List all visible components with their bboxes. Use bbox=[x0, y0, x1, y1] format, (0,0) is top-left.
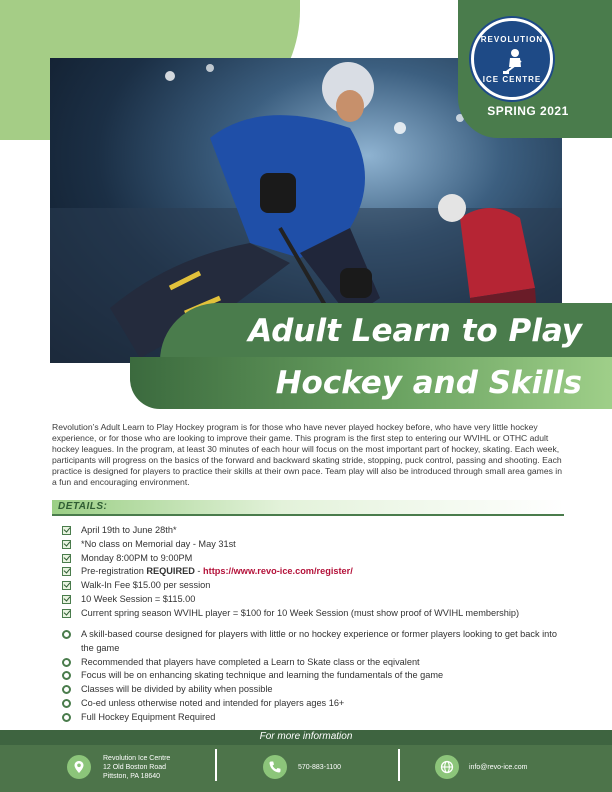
checklist-item: *No class on Memorial day - May 31st bbox=[62, 538, 562, 552]
checklist-item: April 19th to June 28th* bbox=[62, 524, 562, 538]
footer-divider bbox=[215, 749, 217, 781]
checklist-item: Current spring season WVIHL player = $100 for 10 Week Session (must show proof of WVIHL membership) bbox=[62, 607, 562, 621]
footer-email[interactable]: info@revo-ice.com bbox=[469, 764, 528, 771]
details-header-band bbox=[52, 500, 564, 514]
logo-bottom-text: ICE CENTRE bbox=[482, 75, 542, 84]
checkbox-icon bbox=[62, 581, 71, 590]
checkbox-icon bbox=[62, 540, 71, 549]
address-line-2: 12 Old Boston Road bbox=[103, 764, 167, 771]
bullet-dot-icon bbox=[62, 699, 71, 708]
footer-heading: For more information bbox=[259, 731, 353, 742]
bullet-item: Classes will be divided by ability when possible bbox=[62, 683, 562, 697]
details-divider bbox=[52, 514, 564, 516]
revolution-ice-centre-logo bbox=[471, 18, 553, 100]
footer-address bbox=[103, 754, 170, 781]
address-line-1: Revolution Ice Centre bbox=[103, 755, 171, 762]
location-pin-icon bbox=[67, 755, 91, 779]
checklist-item: Walk-In Fee $15.00 per session bbox=[62, 579, 562, 593]
bullet-dot-icon bbox=[62, 713, 71, 722]
checkbox-icon bbox=[62, 567, 71, 576]
checkbox-icon bbox=[62, 595, 71, 604]
globe-icon bbox=[435, 755, 459, 779]
footer-phone[interactable]: 570-883-1100 bbox=[298, 764, 342, 771]
footer-divider bbox=[398, 749, 400, 781]
bullet-dot-icon bbox=[62, 658, 71, 667]
bullet-dot-icon bbox=[62, 671, 71, 680]
phone-icon bbox=[263, 755, 287, 779]
title-line-2: Hockey and Skills bbox=[275, 365, 582, 401]
bullet-item: Focus will be on enhancing skating technique and learning the fundamentals of the game bbox=[62, 669, 562, 683]
bullet-item: Recommended that players have completed a Learn to Skate class or the eqivalent bbox=[62, 656, 562, 670]
bullet-item: Co-ed unless otherwise noted and intended for players ages 16+ bbox=[62, 697, 562, 711]
details-bullets bbox=[62, 628, 562, 725]
details-checklist bbox=[62, 524, 562, 621]
bullet-dot-icon bbox=[62, 685, 71, 694]
season-label: SPRING 2021 bbox=[487, 104, 569, 118]
checklist-item: Monday 8:00PM to 9:00PM bbox=[62, 552, 562, 566]
bullet-dot-icon bbox=[62, 630, 71, 639]
register-link[interactable]: https://www.revo-ice.com/register/ bbox=[203, 566, 353, 577]
checkbox-icon bbox=[62, 526, 71, 535]
checklist-item: 10 Week Session = $115.00 bbox=[62, 593, 562, 607]
address-line-3: Pittston, PA 18640 bbox=[103, 773, 161, 780]
checklist-item-prereg: Pre-registration REQUIRED - https://www.revo-ice.com/register/ bbox=[62, 565, 562, 579]
program-description: Revolution’s Adult Learn to Play Hockey program is for those who have never played hockey before, who have very little hockey experience, or for those who are looking to improve their game. This program is the first step to entering our WVIHL or OTHC adult hockey leagues. In the program, at least 30 minutes of each hour will focus on the most important part of hockey, skating. Each week, participants will progress on the basics of the forward and backward skating stride, stopping, puck control, passing and shooting. Each practice is designed for players to practice their skills at their own pace. Team play will also be introduced through small area games in a fun and encouraging environment. bbox=[52, 422, 562, 487]
title-line-1: Adult Learn to Play bbox=[248, 313, 582, 349]
bullet-item: A skill-based course designed for players with little or no hockey experience or former players looking to get back into the game bbox=[62, 628, 562, 656]
details-heading: DETAILS: bbox=[58, 501, 108, 512]
checkbox-icon bbox=[62, 609, 71, 618]
checkbox-icon bbox=[62, 554, 71, 563]
bullet-item: Full Hockey Equipment Required bbox=[62, 711, 562, 725]
hockey-player-logo-icon bbox=[501, 47, 529, 75]
logo-top-text: REVOLUTION bbox=[480, 35, 544, 44]
